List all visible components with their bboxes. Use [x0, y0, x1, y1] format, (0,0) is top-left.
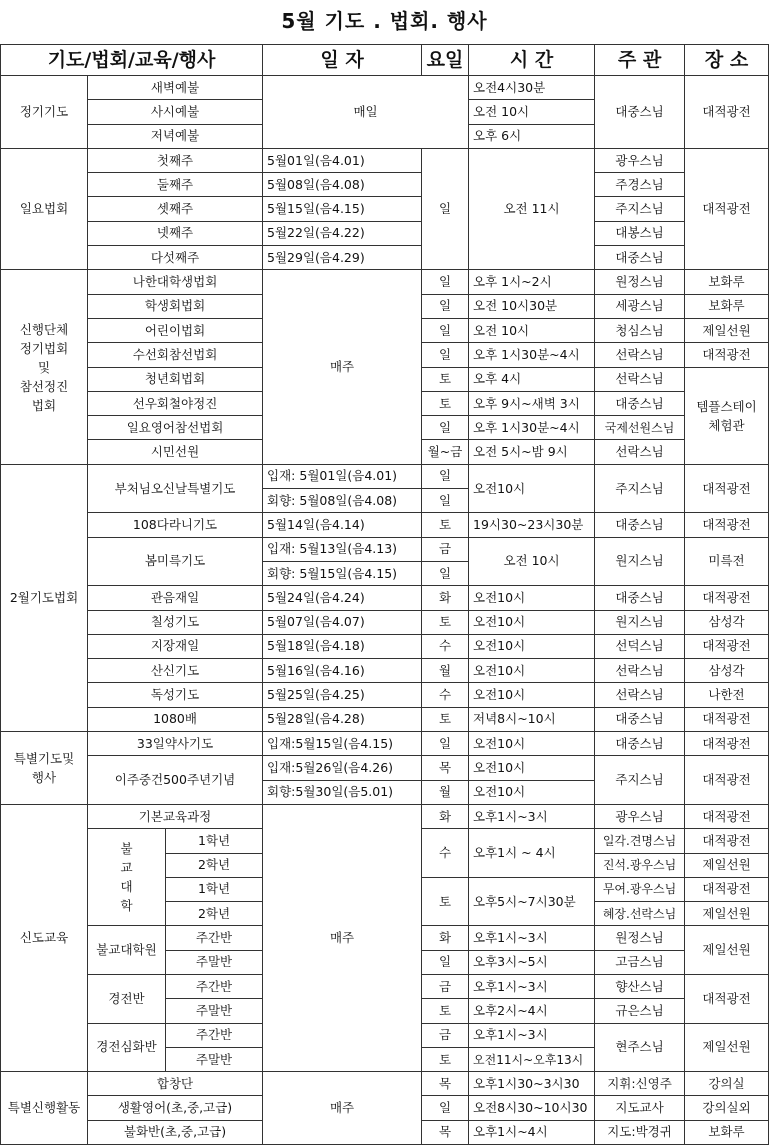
date-cell: 회향: 5월15일(음4.15)	[263, 561, 422, 585]
event-name: 첫째주	[88, 148, 263, 172]
event-name: 독성기도	[88, 683, 263, 707]
organizer-cell: 대중스님	[595, 76, 685, 149]
table-row	[1, 732, 769, 756]
class-type: 주간반	[166, 926, 263, 950]
event-name: 봄미륵기도	[88, 537, 263, 586]
class-name: 불교대학원	[88, 926, 166, 975]
organizer-cell: 지휘:신영주	[595, 1072, 685, 1096]
category-cell: 신도교육	[1, 804, 88, 1071]
day-cell: 금	[422, 974, 469, 998]
place-cell: 보화루	[685, 1120, 769, 1144]
time-cell: 오전10시	[469, 464, 595, 513]
place-text: 템플스테이 체험관	[696, 398, 757, 433]
table-row	[1, 707, 769, 731]
event-name: 생활영어(초,중,고급)	[88, 1096, 263, 1120]
table-row	[1, 148, 769, 172]
day-cell: 일	[422, 489, 469, 513]
category-line: 특별기도및	[13, 750, 75, 766]
time-cell: 오전10시	[469, 683, 595, 707]
category-line: 및	[37, 359, 51, 375]
page-title: 5월 기도 . 법회. 행사	[281, 9, 488, 33]
place-cell: 대적광전	[685, 877, 769, 901]
date-cell: 5월01일(음4.01)	[263, 148, 422, 172]
time-cell: 오후1시~3시	[469, 1023, 595, 1047]
organizer-cell: 광우스님	[595, 804, 685, 828]
time-cell: 오전10시	[469, 610, 595, 634]
date-cell: 입재:5월26일(음4.26)	[263, 756, 422, 780]
day-cell: 일	[422, 732, 469, 756]
time-cell: 오전10시	[469, 586, 595, 610]
college-label	[88, 829, 166, 926]
event-name: 사시예불	[88, 100, 263, 124]
place-cell: 대적광전	[685, 829, 769, 853]
place-cell: 대적광전	[685, 513, 769, 537]
day-cell: 토	[422, 707, 469, 731]
date-cell: 매일	[263, 76, 469, 149]
table-row	[1, 1072, 769, 1096]
place-cell: 보화루	[685, 294, 769, 318]
time-cell: 저녁8시~10시	[469, 707, 595, 731]
time-cell: 오전 11시	[469, 148, 595, 269]
time-cell: 오전10시	[469, 732, 595, 756]
time-cell: 오후1시~3시	[469, 926, 595, 950]
organizer-cell: 대중스님	[595, 707, 685, 731]
organizer-cell: 고금스님	[595, 950, 685, 974]
date-cell: 5월16일(음4.16)	[263, 659, 422, 683]
organizer-cell: 광우스님	[595, 148, 685, 172]
day-cell: 일	[422, 416, 469, 440]
event-name: 산신기도	[88, 659, 263, 683]
event-name: 108다라니기도	[88, 513, 263, 537]
date-cell: 5월29일(음4.29)	[263, 246, 422, 270]
category-line: 정기법회	[19, 340, 69, 356]
place-cell	[685, 367, 769, 464]
date-cell: 5월08일(음4.08)	[263, 173, 422, 197]
class-name: 경전반	[88, 974, 166, 1023]
date-cell: 5월24일(음4.24)	[263, 586, 422, 610]
organizer-cell: 원정스님	[595, 270, 685, 294]
time-cell: 오후 1시30분~4시	[469, 343, 595, 367]
day-cell: 월~금	[422, 440, 469, 464]
event-name: 학생회법회	[88, 294, 263, 318]
day-cell: 토	[422, 367, 469, 391]
time-cell: 오후1시30~3시30	[469, 1072, 595, 1096]
date-cell: 5월28일(음4.28)	[263, 707, 422, 731]
date-cell: 매주	[263, 270, 422, 464]
organizer-cell: 선락스님	[595, 440, 685, 464]
event-name: 일요영어참선법회	[88, 416, 263, 440]
table-row	[1, 756, 769, 780]
event-name: 1080배	[88, 707, 263, 731]
time-cell: 오전 10시	[469, 100, 595, 124]
schedule-table	[0, 44, 769, 1145]
time-cell: 오후 1시30분~4시	[469, 416, 595, 440]
event-name: 어린이법회	[88, 318, 263, 342]
grade-cell: 1학년	[166, 829, 263, 853]
day-cell: 일	[422, 561, 469, 585]
event-name: 합창단	[88, 1072, 263, 1096]
organizer-cell: 선락스님	[595, 659, 685, 683]
date-cell: 5월18일(음4.18)	[263, 634, 422, 658]
organizer-cell: 규은스님	[595, 999, 685, 1023]
organizer-cell: 대중스님	[595, 391, 685, 415]
day-cell: 월	[422, 780, 469, 804]
category-line: 신행단체	[19, 321, 69, 337]
date-cell: 5월14일(음4.14)	[263, 513, 422, 537]
organizer-cell: 세광스님	[595, 294, 685, 318]
time-cell: 오후 4시	[469, 367, 595, 391]
place-cell: 제일선원	[685, 926, 769, 975]
category-cell	[1, 732, 88, 805]
category-cell: 특별신행활동	[1, 1072, 88, 1145]
time-cell: 오후 1시~2시	[469, 270, 595, 294]
organizer-cell: 혜장.선락스님	[595, 902, 685, 926]
grade-cell: 2학년	[166, 902, 263, 926]
table-row	[1, 221, 769, 245]
date-cell: 매주	[263, 804, 422, 1071]
grade-cell: 1학년	[166, 877, 263, 901]
table-row	[1, 659, 769, 683]
table-row	[1, 683, 769, 707]
day-cell: 일	[422, 294, 469, 318]
place-cell: 삼성각	[685, 659, 769, 683]
category-line: 행사	[31, 769, 57, 785]
organizer-cell: 주지스님	[595, 464, 685, 513]
table-row	[1, 270, 769, 294]
date-cell: 5월22일(음4.22)	[263, 221, 422, 245]
class-type: 주말반	[166, 999, 263, 1023]
event-name: 새벽예불	[88, 76, 263, 100]
place-cell: 제일선원	[685, 902, 769, 926]
event-name: 칠성기도	[88, 610, 263, 634]
header-row	[1, 45, 769, 76]
place-cell: 제일선원	[685, 1023, 769, 1072]
time-cell: 오후5시~7시30분	[469, 877, 595, 926]
event-name: 33일약사기도	[88, 732, 263, 756]
time-cell: 오전 10시	[469, 318, 595, 342]
event-name: 불화반(초,중,고급)	[88, 1120, 263, 1144]
organizer-cell: 주지스님	[595, 197, 685, 221]
header-time: 시 간	[469, 45, 595, 76]
organizer-cell: 대중스님	[595, 513, 685, 537]
header-place: 장 소	[685, 45, 769, 76]
place-cell: 대적광전	[685, 804, 769, 828]
time-cell: 19시30~23시30분	[469, 513, 595, 537]
date-cell: 5월07일(음4.07)	[263, 610, 422, 634]
organizer-cell: 지도교사	[595, 1096, 685, 1120]
day-cell: 일	[422, 270, 469, 294]
class-name: 경전심화반	[88, 1023, 166, 1072]
day-cell: 수	[422, 683, 469, 707]
time-cell: 오전11시~오후13시	[469, 1047, 595, 1071]
day-cell: 일	[422, 1096, 469, 1120]
place-cell: 대적광전	[685, 76, 769, 149]
table-row	[1, 197, 769, 221]
table-row	[1, 246, 769, 270]
organizer-cell: 대중스님	[595, 732, 685, 756]
organizer-cell: 대중스님	[595, 586, 685, 610]
organizer-cell: 진석.광우스님	[595, 853, 685, 877]
day-cell: 토	[422, 1047, 469, 1071]
day-cell: 토	[422, 999, 469, 1023]
day-cell: 금	[422, 537, 469, 561]
day-cell: 일	[422, 464, 469, 488]
organizer-cell: 선락스님	[595, 683, 685, 707]
class-type: 주말반	[166, 1047, 263, 1071]
day-cell: 토	[422, 877, 469, 926]
time-cell: 오후1시 ~ 4시	[469, 829, 595, 878]
time-cell: 오전10시	[469, 780, 595, 804]
organizer-cell: 선락스님	[595, 367, 685, 391]
organizer-cell: 일각.견명스님	[595, 829, 685, 853]
organizer-cell: 현주스님	[595, 1023, 685, 1072]
date-cell: 입재: 5월13일(음4.13)	[263, 537, 422, 561]
grade-cell: 2학년	[166, 853, 263, 877]
class-type: 주말반	[166, 950, 263, 974]
place-cell: 보화루	[685, 270, 769, 294]
day-cell: 일	[422, 148, 469, 269]
category-line: 법회	[31, 397, 57, 413]
time-cell: 오전10시	[469, 659, 595, 683]
day-cell: 목	[422, 1072, 469, 1096]
place-cell: 대적광전	[685, 974, 769, 1023]
event-name: 나한대학생법회	[88, 270, 263, 294]
organizer-cell: 원정스님	[595, 926, 685, 950]
time-cell: 오후2시~4시	[469, 999, 595, 1023]
header-day: 요일	[422, 45, 469, 76]
organizer-cell: 원지스님	[595, 537, 685, 586]
place-cell: 제일선원	[685, 853, 769, 877]
category-cell: 2월기도법회	[1, 464, 88, 731]
time-cell: 오전8시30~10시30	[469, 1096, 595, 1120]
event-name: 청년회법회	[88, 367, 263, 391]
table-row	[1, 610, 769, 634]
organizer-cell: 지도:박경귀	[595, 1120, 685, 1144]
table-row	[1, 804, 769, 828]
day-cell: 일	[422, 950, 469, 974]
time-cell: 오전 10시30분	[469, 294, 595, 318]
day-cell: 일	[422, 343, 469, 367]
event-name: 저녁예불	[88, 124, 263, 148]
table-row	[1, 634, 769, 658]
day-cell: 수	[422, 634, 469, 658]
date-cell: 회향:5월30일(음5.01)	[263, 780, 422, 804]
table-row	[1, 173, 769, 197]
date-cell: 5월15일(음4.15)	[263, 197, 422, 221]
event-name: 시민선원	[88, 440, 263, 464]
class-type: 주간반	[166, 974, 263, 998]
organizer-cell: 대중스님	[595, 246, 685, 270]
day-cell: 금	[422, 1023, 469, 1047]
event-name: 이주중건500주년기념	[88, 756, 263, 805]
time-cell: 오후1시~3시	[469, 804, 595, 828]
category-line: 참선정진	[19, 378, 69, 394]
place-cell: 대적광전	[685, 586, 769, 610]
time-cell: 오후3시~5시	[469, 950, 595, 974]
place-cell: 강의실	[685, 1072, 769, 1096]
time-cell: 오후1시~3시	[469, 974, 595, 998]
organizer-cell: 청심스님	[595, 318, 685, 342]
day-cell: 목	[422, 1120, 469, 1144]
place-cell: 대적광전	[685, 464, 769, 513]
organizer-cell: 주지스님	[595, 756, 685, 805]
college-label-char: 학	[120, 898, 133, 914]
place-cell: 대적광전	[685, 148, 769, 269]
event-name: 관음재일	[88, 586, 263, 610]
organizer-cell: 원지스님	[595, 610, 685, 634]
college-label-char: 교	[120, 860, 133, 876]
day-cell: 목	[422, 756, 469, 780]
category-cell	[1, 270, 88, 464]
college-label-char: 불	[120, 841, 133, 857]
table-row	[1, 513, 769, 537]
header-organizer: 주 관	[595, 45, 685, 76]
organizer-cell: 선락스님	[595, 343, 685, 367]
place-cell: 대적광전	[685, 756, 769, 805]
organizer-cell: 대봉스님	[595, 221, 685, 245]
place-cell: 대적광전	[685, 707, 769, 731]
place-cell: 대적광전	[685, 732, 769, 756]
day-cell: 토	[422, 391, 469, 415]
organizer-cell: 향산스님	[595, 974, 685, 998]
time-cell: 오전 10시	[469, 537, 595, 586]
day-cell: 토	[422, 610, 469, 634]
header-category: 기도/법회/교육/행사	[1, 45, 263, 76]
event-name: 지장재일	[88, 634, 263, 658]
date-cell: 입재:5월15일(음4.15)	[263, 732, 422, 756]
time-cell: 오후1시~4시	[469, 1120, 595, 1144]
day-cell: 토	[422, 513, 469, 537]
event-name: 선우회철야정진	[88, 391, 263, 415]
place-cell: 나한전	[685, 683, 769, 707]
organizer-cell: 국제선원스님	[595, 416, 685, 440]
time-cell: 오전4시30분	[469, 76, 595, 100]
event-name: 셋째주	[88, 197, 263, 221]
event-name: 다섯째주	[88, 246, 263, 270]
place-cell: 삼성각	[685, 610, 769, 634]
table-row	[1, 464, 769, 488]
place-cell: 대적광전	[685, 634, 769, 658]
place-cell: 제일선원	[685, 318, 769, 342]
organizer-cell: 선덕스님	[595, 634, 685, 658]
time-cell: 오전10시	[469, 756, 595, 780]
organizer-cell: 무여.광우스님	[595, 877, 685, 901]
day-cell: 일	[422, 318, 469, 342]
day-cell: 화	[422, 926, 469, 950]
place-cell: 미륵전	[685, 537, 769, 586]
event-name: 수선회참선법회	[88, 343, 263, 367]
time-cell: 오후 6시	[469, 124, 595, 148]
day-cell: 화	[422, 804, 469, 828]
date-cell: 매주	[263, 1072, 422, 1145]
organizer-cell: 주경스님	[595, 173, 685, 197]
header-date: 일 자	[263, 45, 422, 76]
table-row	[1, 586, 769, 610]
category-cell: 일요법회	[1, 148, 88, 269]
date-cell: 5월25일(음4.25)	[263, 683, 422, 707]
place-cell: 강의실외	[685, 1096, 769, 1120]
event-name: 기본교육과정	[88, 804, 263, 828]
date-cell: 입재: 5월01일(음4.01)	[263, 464, 422, 488]
time-cell: 오전10시	[469, 634, 595, 658]
event-name: 넷째주	[88, 221, 263, 245]
day-cell: 화	[422, 586, 469, 610]
day-cell: 수	[422, 829, 469, 878]
category-cell: 정기기도	[1, 76, 88, 149]
college-label-char: 대	[120, 879, 133, 895]
time-cell: 오후 9시~새벽 3시	[469, 391, 595, 415]
event-name: 부처님오신날특별기도	[88, 464, 263, 513]
time-cell: 오전 5시~밤 9시	[469, 440, 595, 464]
table-row	[1, 537, 769, 561]
place-cell: 대적광전	[685, 343, 769, 367]
table-row	[1, 76, 769, 100]
day-cell: 월	[422, 659, 469, 683]
class-type: 주간반	[166, 1023, 263, 1047]
event-name: 둘째주	[88, 173, 263, 197]
date-cell: 회향: 5월08일(음4.08)	[263, 489, 422, 513]
